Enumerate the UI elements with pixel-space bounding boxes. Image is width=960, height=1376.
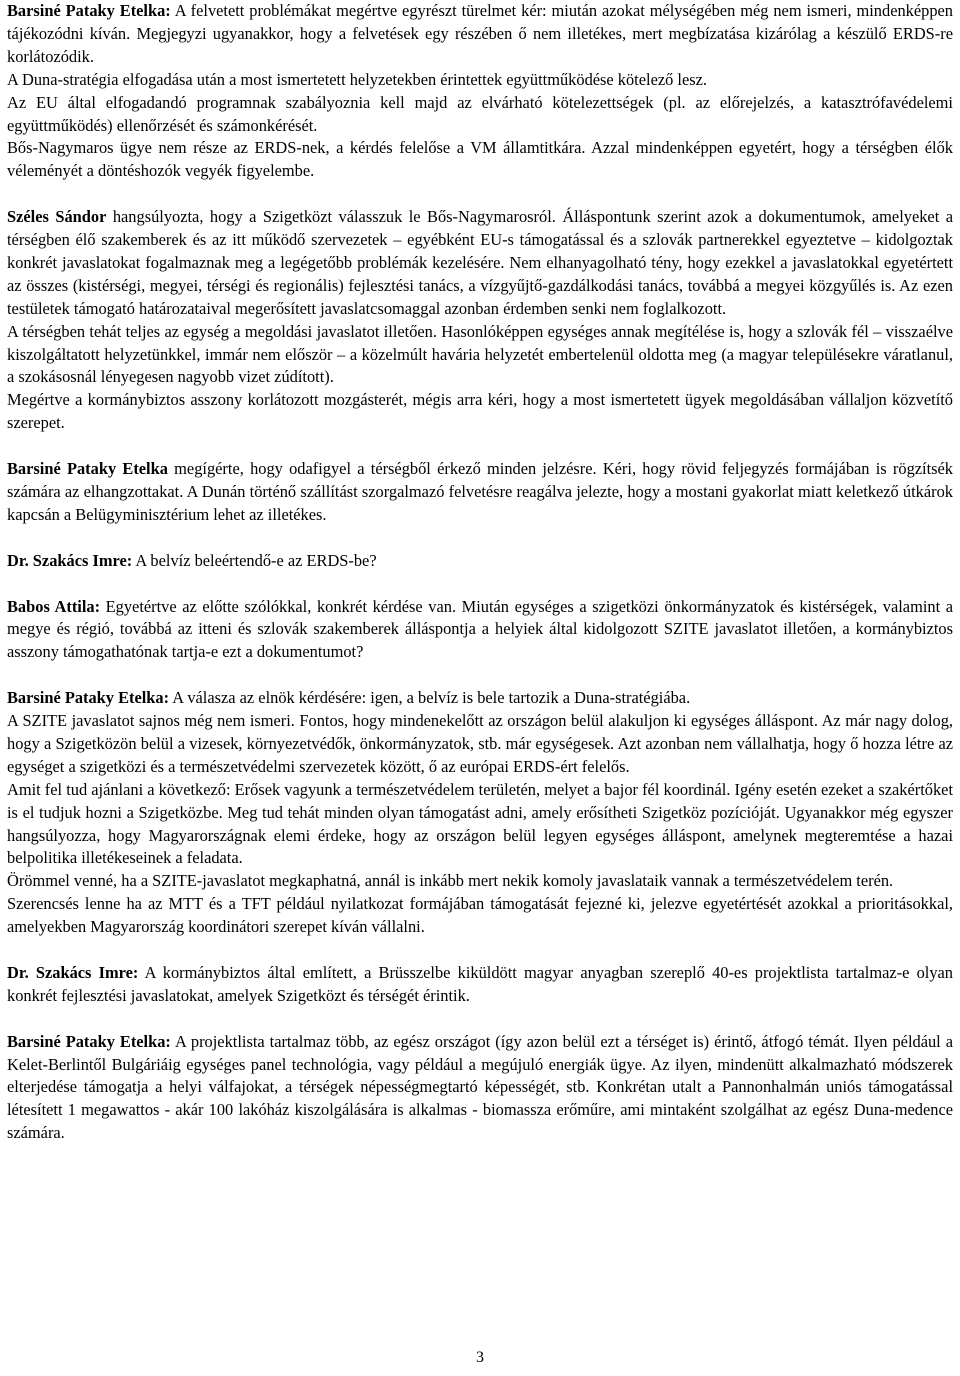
paragraph-text: Örömmel venné, ha a SZITE-javaslatot megkaphatná, annál is inkább mert nekik komoly javaslataik vannak a természetvédelem terén. (7, 871, 894, 891)
paragraph-text: Bős-Nagymaros ügye nem része az ERDS-nek, a kérdés felelőse a VM államtitkára. Azzal mindenképpen egyetért, hogy a térségben élők véleményét a döntéshozók vegyék figyelembe. (7, 138, 953, 181)
paragraph (7, 137, 953, 183)
paragraph (7, 870, 953, 893)
paragraph (7, 596, 953, 665)
paragraph-text: Amit fel tud ajánlani a következő: Erősek vagyunk a természetvédelem területén, melyet a bajor fél koordinál. Igény esetén ezeket a szakértőket is el tudjuk hozni a Szigetközbe. Meg tud tehát minden olyan támogatást adni, amely erősítheti Szigetköz pozícióját. Ugyanakkor még egyszer hangsúlyozza, hogy Magyarországnak elemi érdeke, hogy az országon belül legyen egységes álláspont, amelynek megteremtése a hazai belpolitika illetékeseinek a feladata. (7, 779, 953, 868)
paragraph (7, 69, 953, 92)
paragraph (7, 550, 953, 573)
speaker-name: Barsiné Pataky Etelka: (7, 688, 170, 708)
speaker-name: Barsiné Pataky Etelka: (7, 1, 171, 20)
speaker-name: Babos Attila: (7, 596, 101, 616)
paragraph-text: Egyetértve az előtte szólókkal, konkrét kérdése van. Miután egységes a szigetközi önkormányzatok és kistérségek, valamint a megye és régió, továbbá az itteni és szlovák szakemberek álláspontja a helyiek által kidolgozott SZITE javaslatot illetően, a kormánybiztos asszony támogathatónak tartja-e ezt a dokumentumot? (7, 596, 954, 662)
speaker-name: Dr. Szakács Imre: (7, 962, 139, 982)
paragraph (7, 458, 953, 527)
paragraph (7, 710, 953, 779)
paragraph (7, 962, 953, 1008)
speaker-name: Dr. Szakács Imre: (7, 550, 133, 570)
page-number: 3 (476, 1349, 484, 1366)
paragraph-text: Megértve a kormánybiztos asszony korlátozott mozgásterét, mégis arra kéri, hogy a most ismertetett ügyek megoldásában vállaljon közvetítő szerepet. (7, 390, 953, 433)
paragraph-text: A térségben tehát teljes az egység a megoldási javaslatot illetően. Hasonlóképpen egységes annak megítélése is, hogy a szlovák fél – visszaélve kiszolgáltatott helyzetünkkel, immár nem először – a közelmúlt havária helyzetét embertelenül oldotta meg (a magyar településekre váratlanul, a szokásosnál lényegesen nagyobb vizet zúdított). (7, 321, 953, 387)
paragraph (7, 0, 953, 69)
paragraph (7, 92, 953, 138)
paragraph-text: A válasza az elnök kérdésére: igen, a belvíz is bele tartozik a Duna-stratégiába. (169, 688, 691, 708)
paragraph (7, 206, 953, 321)
paragraph-text: megígérte, hogy odafigyel a térségből érkező minden jelzésre. Kéri, hogy rövid feljegyzés formájában is rögzítsék számára az elhangzottakat. A Dunán történő szállítást szorgalmazó felvetésre reagálva jelezte, hogy a mostani gyakorlat miatt keletkező útkárok kapcsán a Belügyminisztérium lehet az illetékes. (7, 459, 953, 524)
paragraph-text: A belvíz beleértendő-e az ERDS-be? (132, 550, 377, 570)
paragraph (7, 389, 953, 435)
paragraph-text: A SZITE javaslatot sajnos még nem ismeri. Fontos, hogy mindenekelőtt az országon belül alakuljon ki egységes álláspont. Az már nagy dolog, hogy a Szigetközön belül a vizesek, környezetvédők, önkormányzatok, stb. már egységesek. Azt azonban nem vállalhatja, hogy ő hozza létre az egységet a szigetközi és a természetvédelmi szervezetek között, ő az európai ERDS-ért felelős. (7, 711, 953, 776)
paragraph-text: A projektlista tartalmaz több, az egész országot (így azon belül ezt a térséget is) érintő, átfogó témát. Ilyen például a Kelet-Berlintől Bulgáriáig egységes panel technológia, vagy például a megújuló energiák ügye. Az ilyen, mindenütt alkalmazható módszerek elterjedése támogatja a helyi válfajokat, a térségek népességmegtartó képességét, stb. Konkrétan utalt a Pannonhalmán uniós támogatással létesített 1 megawattos - akár 100 lakóház kiszolgálására is alkalmas - biomassza erőműre, ami mintaként szolgálhat az egész Duna-medence számára. (7, 1031, 953, 1143)
speaker-name: Széles Sándor (7, 207, 107, 227)
paragraph-text: A Duna-stratégia elfogadása után a most ismertetett helyzetekben érintettek együttműködése kötelező lesz. (7, 69, 707, 89)
paragraph-text: A kormánybiztos által említett, a Brüsszelbe kiküldött magyar anyagban szereplő 40-es projektlista tartalmaz-e olyan konkrét fejlesztési javaslatokat, amelyek Szigetközt és térségét érintik. (7, 962, 953, 1005)
document-body (7, 0, 953, 1145)
paragraph (7, 687, 953, 710)
speaker-name: Barsiné Pataky Etelka (7, 459, 168, 479)
paragraph (7, 779, 953, 871)
paragraph-text: A felvetett problémákat megértve egyrészt türelmet kér: miután azokat mélységében még nem ismeri, mindenképpen tájékozódni kíván. Megjegyzi ugyanakkor, hogy a felvetések egy részében ő nem illetékes, mert megbízatása kizárólag a készülő ERDS-re korlátozódik. (7, 1, 953, 66)
paragraph-text: Szerencsés lenne ha az MTT és a TFT például nyilatkozat formájában támogatását fejezné ki, jelezve egyetértését azokkal a prioritásokkal, amelyekben Magyarország koordinátori szerepet kíván vállalni. (7, 894, 953, 937)
paragraph (7, 893, 953, 939)
paragraph (7, 1031, 953, 1146)
paragraph-text: hangsúlyozta, hogy a Szigetközt válasszuk le Bős-Nagymarosról. Álláspontunk szerint azok a dokumentumok, amelyeket a térségben élő szakemberek és az itt működő szervezetek – egyébként EU-s támogatással és a szlovák partnerekkel egyeztetve – kidolgoztak konkrét javaslatokat fogalmaznak meg a legégetőbb problémák kezelésére. Nem elhanyagolható tény, hogy ezekkel a javaslatokkal egyetértett az összes (kistérségi, megyei, térségi és regionális) fejlesztési tanács, a vízgyűjtő-gazdálkodási tanács, továbbá a megyei közgyűlés is. Az ezen testületek támogató határozataival megerősített javaslatcsomaggal azonban érdemben senki nem foglalkozott. (7, 207, 953, 318)
paragraph (7, 321, 953, 390)
paragraph-text: Az EU által elfogadandó programnak szabályoznia kell majd az elvárható kötelezettségek (pl. az előrejelzés, a katasztrófavédelemi együttműködés) ellenőrzését és számonkérését. (7, 92, 953, 135)
speaker-name: Barsiné Pataky Etelka: (7, 1031, 171, 1051)
